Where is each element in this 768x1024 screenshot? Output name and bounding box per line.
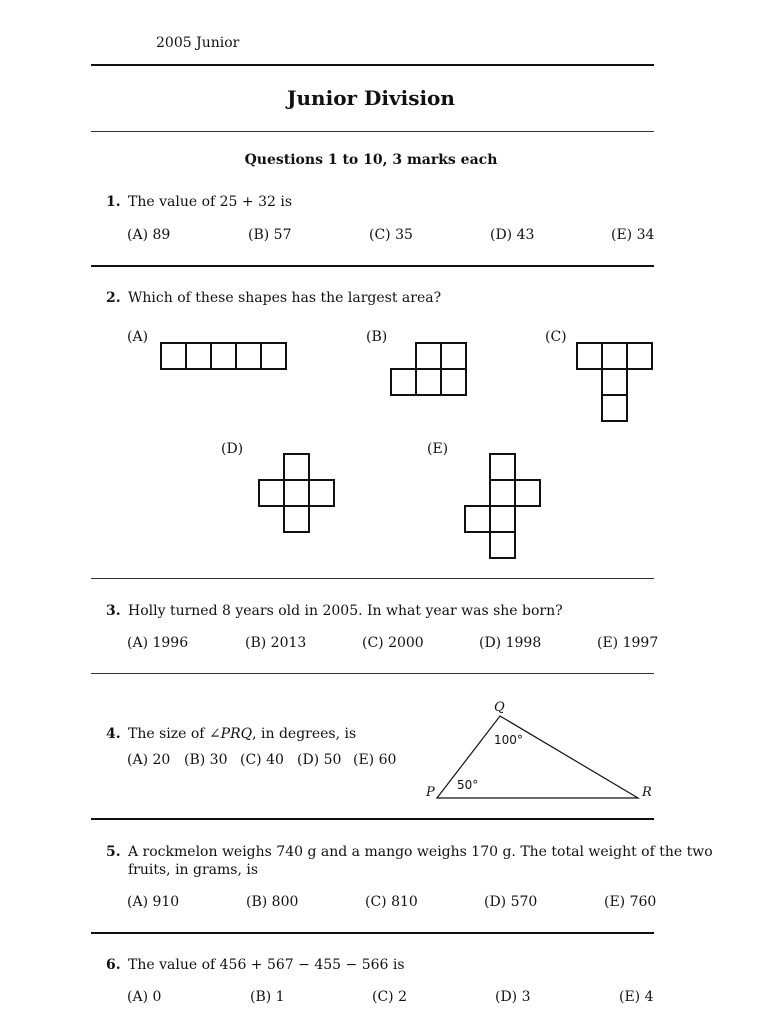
option-e: (E) 4 [619, 989, 654, 1005]
option-c: (C) 35 [369, 227, 413, 243]
angle-q-label: 100° [494, 733, 523, 747]
shape-c [576, 342, 655, 423]
option-c: (C) 810 [365, 894, 418, 910]
option-d: (D) 3 [495, 989, 531, 1005]
option-a: (A) 1996 [127, 635, 189, 651]
option-b: (B) 30 [184, 752, 228, 768]
shape-label-e: (E) [427, 441, 449, 457]
question-number: 5. [106, 844, 121, 860]
option-e: (E) 34 [611, 227, 655, 243]
question-text-before: The size of [128, 726, 209, 742]
option-e: (E) 760 [604, 894, 657, 910]
option-a: (A) 89 [127, 227, 171, 243]
option-d: (D) 43 [490, 227, 535, 243]
question-number: 1. [106, 194, 121, 210]
shape-label-c: (C) [545, 329, 567, 345]
vertex-r-label: R [642, 785, 652, 800]
running-head: 2005 Junior [156, 35, 240, 51]
question-divider [91, 818, 654, 820]
question-text: The value of 456 + 567 − 455 − 566 is [128, 957, 405, 973]
question-divider [91, 265, 654, 267]
question-divider [91, 578, 654, 579]
shape-b [390, 342, 468, 397]
question-5-continued [128, 862, 258, 878]
shape-d [258, 453, 336, 534]
option-b: (B) 1 [250, 989, 285, 1005]
question-number: 4. [106, 726, 121, 742]
option-e: (E) 60 [353, 752, 397, 768]
option-e: (E) 1997 [597, 635, 659, 651]
shape-label-d: (D) [221, 441, 244, 457]
question-3 [106, 603, 563, 619]
question-divider [91, 673, 654, 674]
shape-label-a: (A) [127, 329, 149, 345]
shape-e [464, 453, 542, 559]
vertex-p-label: P [426, 785, 435, 800]
header-rule [91, 64, 654, 66]
option-b: (B) 800 [246, 894, 299, 910]
question-5 [106, 844, 713, 860]
option-c: (C) 40 [240, 752, 284, 768]
option-b: (B) 57 [248, 227, 292, 243]
question-text-line-1: A rockmelon weighs 740 g and a mango weighs 170 g. The total weight of the two [128, 844, 713, 860]
question-text: Holly turned 8 years old in 2005. In what year was she born? [128, 603, 563, 619]
option-a: (A) 0 [127, 989, 162, 1005]
shape-label-b: (B) [366, 329, 388, 345]
question-number: 2. [106, 290, 121, 306]
option-b: (B) 2013 [245, 635, 307, 651]
title-rule [91, 131, 654, 132]
option-d: (D) 50 [297, 752, 342, 768]
option-d: (D) 570 [484, 894, 538, 910]
question-number: 3. [106, 603, 121, 619]
question-text: The value of 25 + 32 is [128, 194, 293, 210]
question-1 [106, 194, 292, 210]
shape-a [160, 342, 288, 372]
question-2 [106, 290, 441, 306]
question-text-line-2: fruits, in grams, is [128, 862, 259, 878]
angle-p-label: 50° [457, 778, 479, 792]
option-a: (A) 910 [127, 894, 180, 910]
question-divider [91, 932, 654, 934]
question-4 [106, 726, 356, 742]
option-c: (C) 2 [372, 989, 407, 1005]
vertex-q-label: Q [494, 700, 505, 715]
angle-expression: ∠PRQ [208, 726, 253, 742]
question-text: Which of these shapes has the largest area? [128, 290, 442, 306]
option-c: (C) 2000 [362, 635, 424, 651]
question-text-after: , in degrees, is [252, 726, 357, 742]
question-number: 6. [106, 957, 121, 973]
section-heading: Questions 1 to 10, 3 marks each [244, 152, 498, 168]
question-6 [106, 957, 405, 973]
option-a: (A) 20 [127, 752, 171, 768]
option-d: (D) 1998 [479, 635, 542, 651]
page-title: Junior Division [287, 86, 455, 110]
